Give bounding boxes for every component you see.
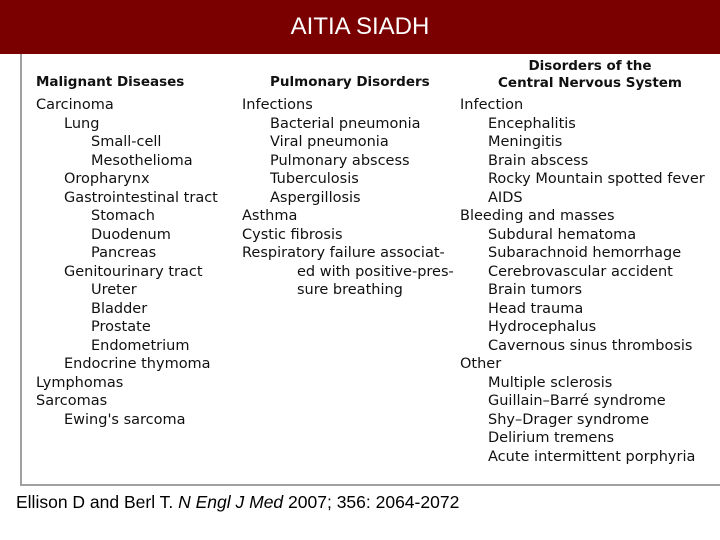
- list-item: Cerebrovascular accident: [488, 263, 673, 280]
- list-item: Bladder: [91, 300, 148, 317]
- column-header-line: Central Nervous System: [498, 75, 682, 91]
- list-item: Stomach: [91, 208, 155, 224]
- column-header: [490, 58, 690, 92]
- list-item: Brain abscess: [488, 152, 589, 169]
- list-item: Small-cell: [91, 134, 162, 150]
- citation-details: 2007; 356: 2064-2072: [283, 492, 460, 512]
- list-item: Bacterial pneumonia: [270, 115, 421, 132]
- list-item: Delirium tremens: [488, 430, 615, 446]
- list-item: Head trauma: [488, 300, 584, 317]
- list-item: Duodenum: [91, 226, 171, 243]
- list-item: Subdural hematoma: [488, 226, 637, 243]
- list-item: Shy–Drager syndrome: [488, 411, 650, 428]
- list-item: Brain tumors: [488, 282, 583, 298]
- causes-table: [22, 54, 720, 484]
- column-items: [460, 96, 705, 466]
- list-item: Lung: [64, 115, 100, 132]
- list-item: Multiple sclerosis: [488, 374, 613, 391]
- list-item: Carcinoma: [36, 97, 114, 113]
- column-items: [36, 96, 218, 429]
- list-item: Respiratory failure associat-: [242, 245, 445, 261]
- slide-title: AITIA SIADH: [290, 13, 430, 40]
- list-item: Cystic fibrosis: [242, 226, 343, 243]
- list-item: Prostate: [91, 319, 151, 335]
- list-item: Ewing's sarcoma: [64, 411, 186, 428]
- list-item: Subarachnoid hemorrhage: [488, 245, 682, 261]
- column-header-line: Malignant Diseases: [36, 74, 185, 90]
- list-item: Pancreas: [91, 245, 157, 261]
- list-item: Endocrine thymoma: [64, 356, 211, 372]
- list-item: Lymphomas: [36, 374, 124, 391]
- list-item: Infections: [242, 97, 313, 113]
- list-item: Bleeding and masses: [460, 208, 615, 224]
- list-item: Encephalitis: [488, 115, 576, 132]
- list-item: Infection: [460, 97, 524, 113]
- list-item: Ureter: [91, 282, 137, 298]
- column-header-line: Pulmonary Disorders: [270, 74, 430, 90]
- list-item: AIDS: [488, 189, 523, 206]
- list-item: Guillain–Barré syndrome: [488, 393, 666, 409]
- list-item: sure breathing: [297, 282, 403, 298]
- column-header-line: Disorders of the: [528, 58, 652, 74]
- column-header: [36, 74, 184, 91]
- list-item: Asthma: [242, 208, 298, 224]
- list-item: Cavernous sinus thrombosis: [488, 337, 693, 354]
- column-items: [242, 96, 454, 300]
- list-item: Meningitis: [488, 134, 563, 150]
- list-item: Gastrointestinal tract: [64, 189, 218, 206]
- citation-journal: N Engl J Med: [178, 492, 284, 512]
- citation-authors: Ellison D and Berl T.: [16, 492, 179, 512]
- list-item: ed with positive-pres-: [297, 263, 454, 280]
- citation: [16, 491, 459, 513]
- list-item: Pulmonary abscess: [270, 152, 410, 169]
- list-item: Mesothelioma: [91, 152, 193, 169]
- list-item: Endometrium: [91, 337, 190, 354]
- list-item: Viral pneumonia: [270, 134, 389, 150]
- list-item: Aspergillosis: [270, 189, 361, 206]
- list-item: Sarcomas: [36, 393, 108, 409]
- table-frame-bottom: [20, 484, 720, 486]
- list-item: Other: [460, 356, 502, 372]
- list-item: Genitourinary tract: [64, 263, 203, 280]
- title-bar: [0, 0, 720, 54]
- list-item: Tuberculosis: [270, 171, 359, 187]
- list-item: Oropharynx: [64, 171, 150, 187]
- list-item: Rocky Mountain spotted fever: [488, 171, 705, 187]
- column-header: [270, 74, 430, 91]
- list-item: Hydrocephalus: [488, 319, 597, 335]
- list-item: Acute intermittent porphyria: [488, 448, 696, 465]
